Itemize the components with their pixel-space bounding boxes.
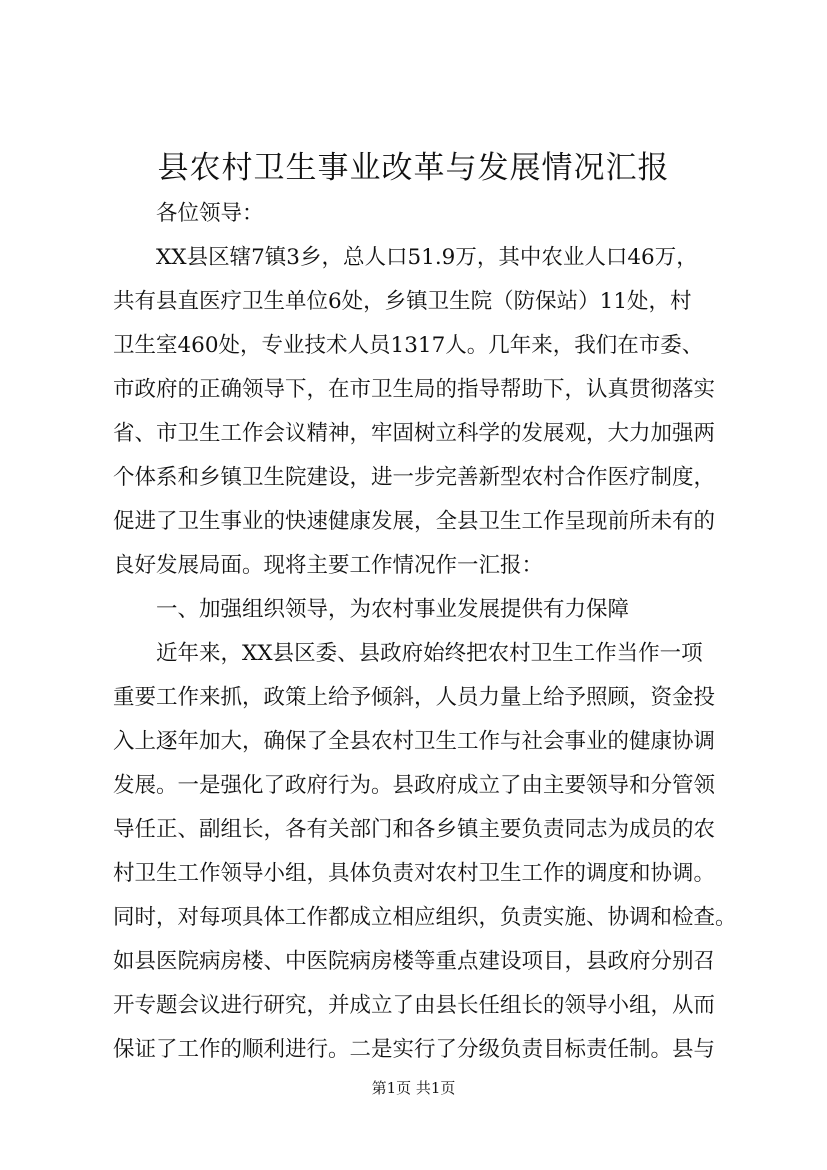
body-line: 同时，对每项具体工作都成立相应组织，负责实施、协调和检查。 bbox=[113, 905, 737, 930]
body-line: 如县医院病房楼、中医院病房楼等重点建设项目，县政府分别召 bbox=[113, 949, 716, 974]
body-line: 近年来，XX县区委、县政府始终把农村卫生工作当作一项 bbox=[156, 641, 703, 666]
page-number: 第1页 共1页 bbox=[371, 1079, 456, 1097]
body-line: 入上逐年加大，确保了全县农村卫生工作与社会事业的健康协调 bbox=[113, 729, 716, 754]
body-line: 良好发展局面。现将主要工作情况作一汇报： bbox=[113, 553, 544, 578]
body-line: 发展。一是强化了政府行为。县政府成立了由主要领导和分管领 bbox=[113, 773, 716, 798]
body-line: 卫生室460处，专业技术人员1317人。几年来，我们在市委、 bbox=[113, 333, 704, 358]
body-line: 市政府的正确领导下，在市卫生局的指导帮助下，认真贯彻落实 bbox=[113, 377, 716, 402]
section-heading: 一、加强组织领导，为农村事业发展提供有力保障 bbox=[156, 597, 630, 622]
body-line: 导任正、副组长，各有关部门和各乡镇主要负责同志为成员的农 bbox=[113, 817, 716, 842]
body-line: XX县区辖7镇3乡，总人口51.9万，其中农业人口46万， bbox=[156, 245, 698, 270]
body-line: 村卫生工作领导小组，具体负责对农村卫生工作的调度和协调。 bbox=[113, 861, 716, 886]
body-line: 个体系和乡镇卫生院建设，进一步完善新型农村合作医疗制度， bbox=[113, 465, 716, 490]
body-line: 开专题会议进行研究，并成立了由县长任组长的领导小组，从而 bbox=[113, 993, 716, 1018]
body-line: 省、市卫生工作会议精神，牢固树立科学的发展观，大力加强两 bbox=[113, 421, 716, 446]
body-line: 促进了卫生事业的快速健康发展，全县卫生工作呈现前所未有的 bbox=[113, 509, 716, 534]
body-line: 重要工作来抓，政策上给予倾斜，人员力量上给予照顾，资金投 bbox=[113, 685, 716, 710]
document-title: 县农村卫生事业改革与发展情况汇报 bbox=[157, 150, 670, 186]
salutation: 各位领导： bbox=[156, 201, 264, 226]
body-line: 共有县直医疗卫生单位6处，乡镇卫生院（防保站）11处，村 bbox=[113, 289, 692, 314]
body-line: 保证了工作的顺利进行。二是实行了分级负责目标责任制。县与 bbox=[113, 1037, 716, 1062]
